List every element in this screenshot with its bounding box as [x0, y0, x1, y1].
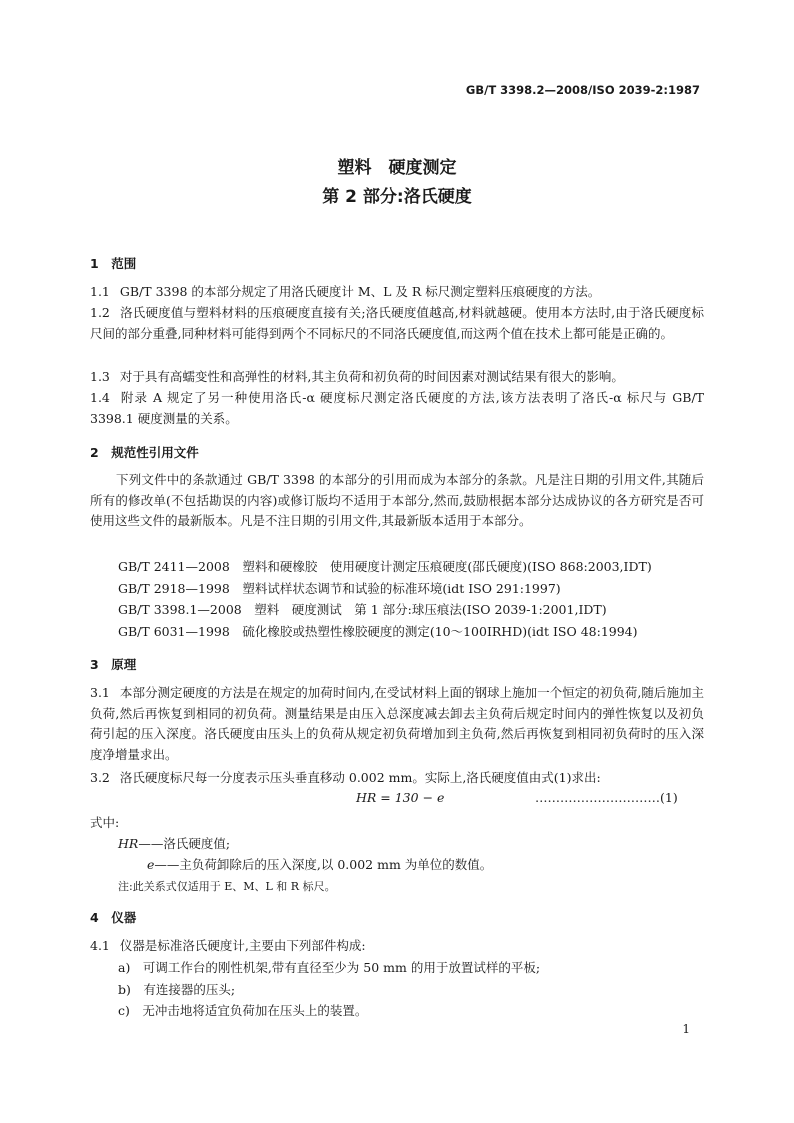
- clause-text: 附录 A 规定了另一种使用洛氏-α 硬度标尺测定洛氏硬度的方法,该方法表明了洛氏-α 标尺与 GB/T 3398.1 硬度测量的关系。: [90, 390, 704, 426]
- clause-1-1: [90, 282, 704, 303]
- document-title-line1: 塑料 硬度测定: [337, 158, 457, 178]
- clause-3-1: [90, 683, 704, 765]
- clause-1-3: [90, 367, 704, 388]
- section-heading-apparatus: 4 仪器: [90, 910, 137, 925]
- reference-item: GB/T 2918—1998 塑料试样状态调节和试验的标准环境(idt ISO 291:1997): [118, 581, 561, 596]
- clause-text: 本部分测定硬度的方法是在规定的加荷时间内,在受试材料上面的钢球上施加一个恒定的初负荷,随后施加主负荷,然后再恢复到相同的初负荷。测量结果是由压入总深度减去卸去主负荷后规定时间内的弹性恢复以及初负荷引起的压入深度。洛氏硬度由压头上的负荷从规定初负荷增加到主负荷,然后再恢复到相同初负荷时的压入深度净增量求出。: [90, 685, 704, 762]
- list-item: c) 无冲击地将适宜负荷加在压头上的装置。: [118, 1003, 368, 1018]
- document-title-line2: 第 2 部分:洛氏硬度: [322, 187, 472, 207]
- list-item: a) 可调工作台的刚性机架,带有直径至少为 50 mm 的用于放置试样的平板;: [118, 960, 541, 975]
- clause-4-1: [90, 936, 704, 957]
- clause-number: 3.2: [90, 770, 110, 785]
- clause-number: 4.1: [90, 938, 110, 953]
- clause-number: 1.2: [90, 305, 110, 320]
- clause-number: 1.4: [90, 390, 110, 405]
- standard-code: GB/T 3398.2—2008/ISO 2039-2:1987: [465, 83, 700, 97]
- definition-text: ——洛氏硬度值;: [138, 836, 231, 851]
- clause-number: 1.3: [90, 369, 110, 384]
- clause-text: 洛氏硬度值与塑料材料的压痕硬度直接有关;洛氏硬度值越高,材料就越硬。使用本方法时,由于洛氏硬度标尺间的部分重叠,同种材料可能得到两个不同标尺的不同洛氏硬度值,而这两个值在技术上都可能是正确的。: [90, 305, 704, 341]
- formula-hr: HR = 130 − e: [356, 790, 445, 805]
- references-intro: 下列文件中的条款通过 GB/T 3398 的本部分的引用而成为本部分的条款。凡是注日期的引用文件,其随后所有的修改单(不包括勘误的内容)或修订版均不适用于本部分,然而,鼓励根据本部分达成协议的各方研究是否可使用这些文件的最新版本。凡是不注日期的引用文件,其最新版本适用于本部分。: [90, 472, 704, 528]
- page-number: 1: [682, 1022, 690, 1036]
- definition-hr: [118, 834, 230, 852]
- clause-3-2: [90, 768, 704, 789]
- reference-item: GB/T 3398.1—2008 塑料 硬度测试 第 1 部分:球压痕法(ISO 2039-1:2001,IDT): [118, 602, 607, 617]
- formula-number: …………………………(1): [535, 790, 678, 805]
- definition-text: ——主负荷卸除后的压入深度,以 0.002 mm 为单位的数值。: [154, 857, 493, 872]
- definition-e: [147, 855, 492, 873]
- reference-item: GB/T 2411—2008 塑料和硬橡胶 使用硬度计测定压痕硬度(邵氏硬度)(ISO 868:2003,IDT): [118, 559, 652, 574]
- note: 注:此关系式仅适用于 E、M、L 和 R 标尺。: [118, 880, 336, 893]
- list-item: b) 有连接器的压头;: [118, 982, 236, 997]
- clause-text: GB/T 3398 的本部分规定了用洛氏硬度计 M、L 及 R 标尺测定塑料压痕硬度的方法。: [119, 284, 601, 299]
- section-heading-principle: 3 原理: [90, 657, 137, 672]
- clause-1-2: [90, 303, 704, 344]
- clause-1-4: [90, 388, 704, 429]
- reference-item: GB/T 6031—1998 硫化橡胶或热塑性橡胶硬度的测定(10～100IRHD)(idt ISO 48:1994): [118, 624, 638, 639]
- clause-text: 对于具有高蠕变性和高弹性的材料,其主负荷和初负荷的时间因素对测试结果有很大的影响。: [119, 369, 624, 384]
- section-heading-scope: 1 范围: [90, 256, 137, 271]
- clause-text: 洛氏硬度标尺每一分度表示压头垂直移动 0.002 mm。实际上,洛氏硬度值由式(1)求出:: [119, 770, 601, 785]
- clause-text: 仪器是标准洛氏硬度计,主要由下列部件构成:: [119, 938, 366, 953]
- clause-number: 1.1: [90, 284, 110, 299]
- clause-number: 3.1: [90, 685, 110, 700]
- where-label: 式中:: [90, 815, 120, 830]
- section-heading-normative-references: 2 规范性引用文件: [90, 445, 199, 460]
- definition-symbol: e: [147, 857, 155, 872]
- definition-symbol: HR: [118, 836, 139, 851]
